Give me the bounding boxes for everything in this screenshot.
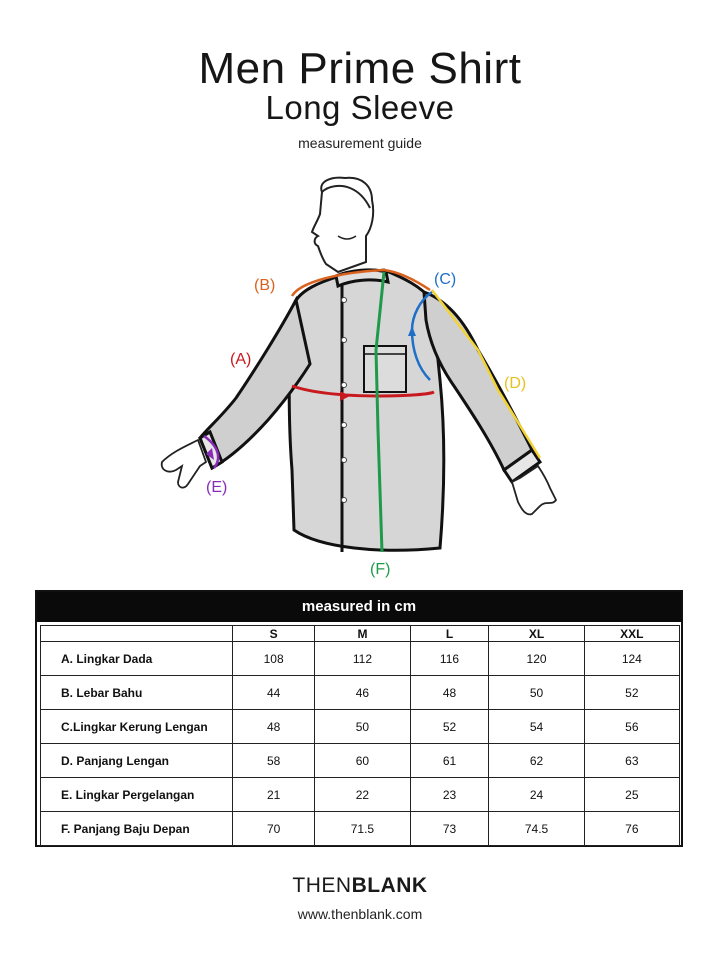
row-label: B. Lebar Bahu [41,676,233,710]
cell-value: 112 [315,642,410,676]
page-subtitle: Long Sleeve [265,89,455,126]
row-label: A. Lingkar Dada [41,642,233,676]
size-col-m: M [315,626,410,642]
cell-value: 61 [410,744,489,778]
size-chart [35,590,683,847]
size-col-l: L [410,626,489,642]
label-f: (F) [370,561,391,578]
cell-value: 120 [489,642,584,676]
label-e: (E) [206,479,228,496]
cell-value: 24 [489,778,584,812]
page-title: Men Prime Shirt [198,44,522,93]
cell-value: 48 [410,676,489,710]
cell-value: 23 [410,778,489,812]
cell-value: 62 [489,744,584,778]
label-b: (B) [254,277,276,294]
cell-value: 54 [489,710,584,744]
cell-value: 52 [410,710,489,744]
label-c: (C) [434,271,457,288]
cell-value: 56 [584,710,679,744]
cell-value: 60 [315,744,410,778]
row-label: C.Lingkar Kerung Lengan [41,710,233,744]
cell-value: 52 [584,676,679,710]
cell-value: 46 [315,676,410,710]
guide-caption: measurement guide [298,135,422,151]
table-row [41,778,680,812]
shirt-body [200,270,540,552]
cell-value: 25 [584,778,679,812]
table-row [41,676,680,710]
cell-value: 71.5 [315,812,410,846]
cell-value: 58 [233,744,315,778]
cell-value: 116 [410,642,489,676]
cell-value: 74.5 [489,812,584,846]
label-d: (D) [504,375,527,392]
size-header-row [41,626,680,642]
website-url: www.thenblank.com [297,906,423,922]
cell-value: 70 [233,812,315,846]
cell-value: 44 [233,676,315,710]
cell-value: 50 [489,676,584,710]
table-row [41,710,680,744]
label-a: (A) [230,351,252,368]
model-head [312,178,373,272]
row-label: D. Panjang Lengan [41,744,233,778]
cell-value: 76 [584,812,679,846]
shirt-illustration [0,160,720,590]
table-row [41,812,680,846]
size-table [40,625,680,846]
size-col-s: S [233,626,315,642]
size-col-xl: XL [489,626,584,642]
cell-value: 48 [233,710,315,744]
table-row [41,744,680,778]
size-chart-caption: measured in cm [37,592,681,622]
brand-part-then: THEN [292,874,352,897]
cell-value: 108 [233,642,315,676]
cell-value: 21 [233,778,315,812]
cell-value: 22 [315,778,410,812]
cell-value: 124 [584,642,679,676]
size-col-xxl: XXL [584,626,679,642]
header-corner [41,626,233,642]
table-row [41,642,680,676]
cell-value: 50 [315,710,410,744]
cell-value: 73 [410,812,489,846]
cell-value: 63 [584,744,679,778]
brand-part-blank: BLANK [351,874,428,897]
brand-logo [0,874,720,898]
row-label: F. Panjang Baju Depan [41,812,233,846]
row-label: E. Lingkar Pergelangan [41,778,233,812]
